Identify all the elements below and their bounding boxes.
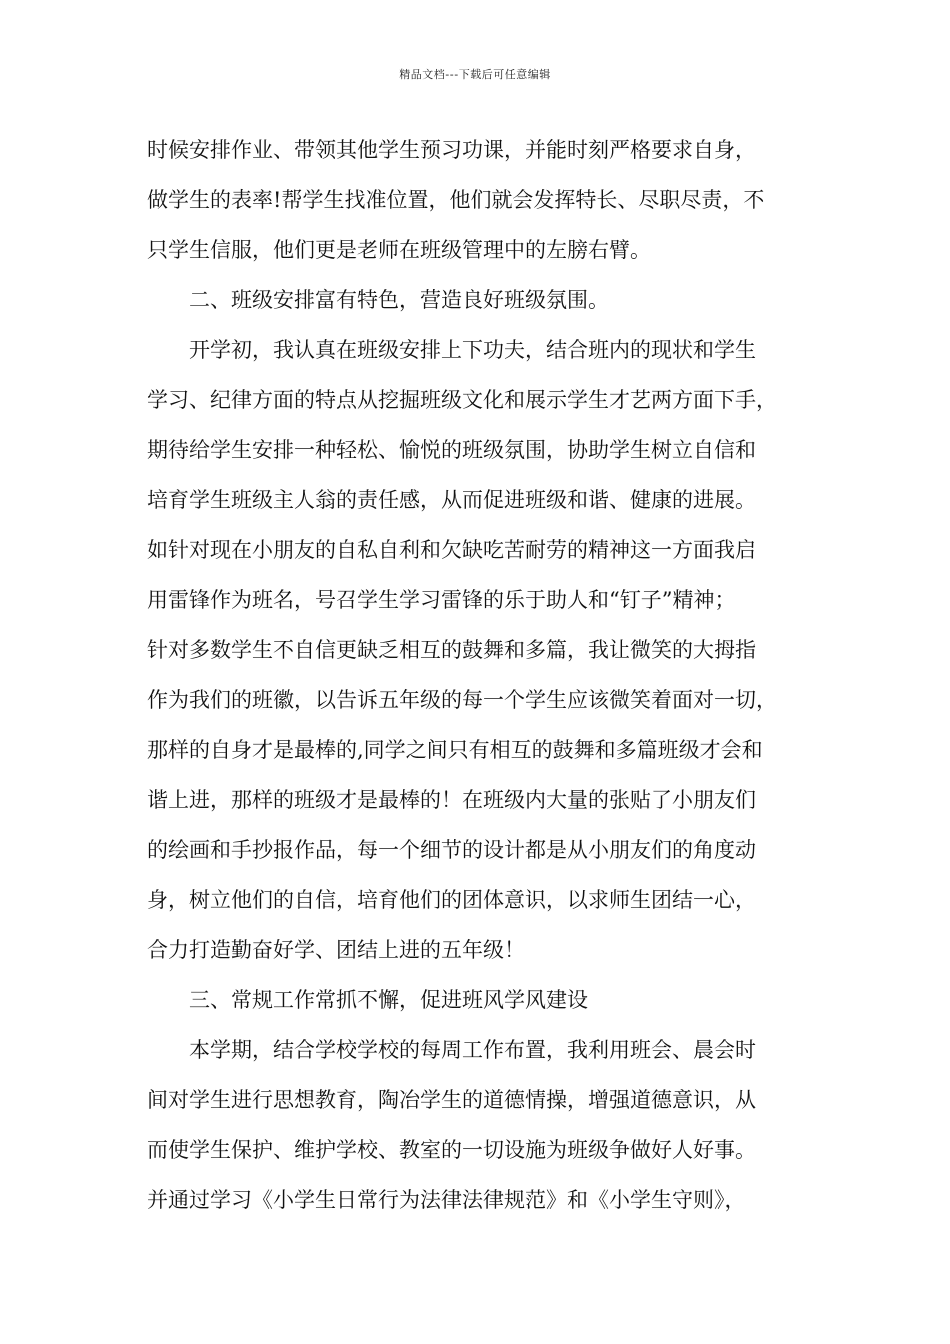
paragraph-start-line: 开学初，我认真在班级安排上下功夫，结合班内的现状和学生: [189, 338, 756, 362]
body-line: 时候安排作业、带领其他学生预习功课，并能时刻严格要求自身，: [147, 138, 756, 162]
body-line: 谐上进，那样的班级才是最棒的！在班级内大量的张贴了小朋友们: [147, 788, 756, 812]
body-line: 身，树立他们的自信，培育他们的团体意识，以求师生团结一心，: [147, 888, 756, 912]
body-line: 而使学生保护、维护学校、教室的一切设施为班级争做好人好事。: [147, 1138, 756, 1162]
body-line: 学习、纪律方面的特点从挖掘班级文化和展示学生才艺两方面下手，: [147, 388, 777, 412]
body-line: 培育学生班级主人翁的责任感，从而促进班级和谐、健康的进展。: [147, 488, 756, 512]
section-heading: 三、常规工作常抓不懈，促进班风学风建设: [189, 988, 588, 1012]
section-heading: 二、班级安排富有特色，营造良好班级氛围。: [189, 288, 609, 312]
paragraph-start-line: 本学期，结合学校学校的每周工作布置，我利用班会、晨会时: [189, 1038, 756, 1062]
body-line: 那样的自身才是最棒的,同学之间只有相互的鼓舞和多篇班级才会和: [147, 738, 763, 762]
body-line: 合力打造勤奋好学、团结上进的五年级！: [147, 938, 525, 962]
body-line: 的绘画和手抄报作品，每一个细节的设计都是从小朋友们的角度动: [147, 838, 756, 862]
body-line: 做学生的表率!帮学生找准位置，他们就会发挥特长、尽职尽责，不: [147, 188, 765, 212]
body-line: 只学生信服，他们更是老师在班级管理中的左膀右臂。: [147, 238, 651, 262]
body-line: 间对学生进行思想教育，陶冶学生的道德情操，增强道德意识，从: [147, 1088, 756, 1112]
page-header: 精品文档---下载后可任意编辑: [399, 68, 551, 81]
body-line: 期待给学生安排一种轻松、愉悦的班级氛围，协助学生树立自信和: [147, 438, 756, 462]
body-line: 用雷锋作为班名，号召学生学习雷锋的乐于助人和“钉子”精神；: [147, 588, 736, 612]
body-line: 并通过学习《小学生日常行为法律法律规范》和《小学生守则》，: [147, 1188, 746, 1212]
body-line: 如针对现在小朋友的自私自利和欠缺吃苦耐劳的精神这一方面我启: [147, 538, 756, 562]
body-line: 作为我们的班徽，以告诉五年级的每一个学生应该微笑着面对一切，: [147, 688, 777, 712]
body-line: 针对多数学生不自信更缺乏相互的鼓舞和多篇，我让微笑的大拇指: [147, 638, 756, 662]
